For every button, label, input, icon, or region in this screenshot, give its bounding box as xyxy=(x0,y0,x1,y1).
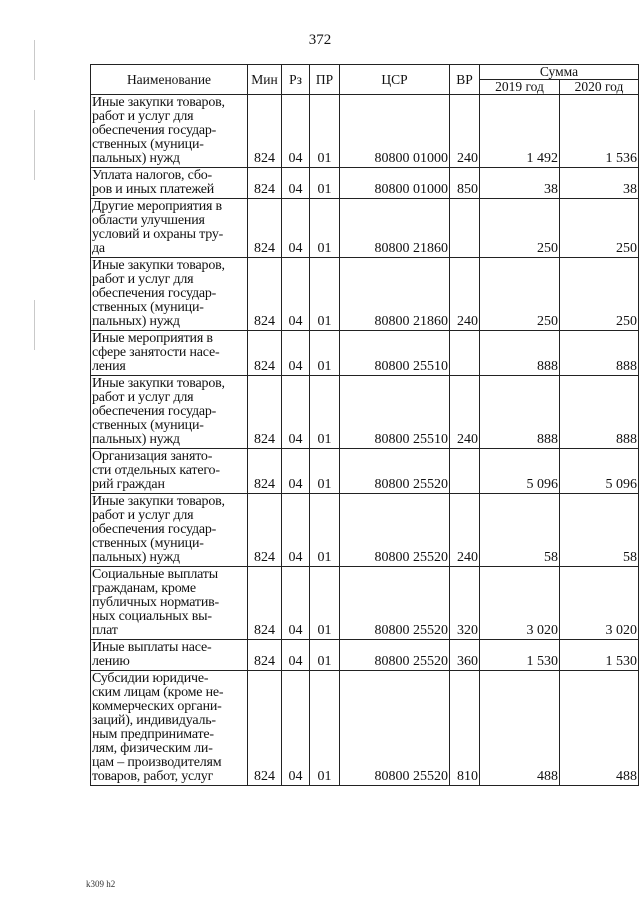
row-name xyxy=(91,376,248,449)
row-name-line: работ и услуг для xyxy=(92,508,194,523)
table-row xyxy=(91,567,639,640)
row-vr xyxy=(450,199,480,258)
table-header xyxy=(91,65,639,95)
row-name-line: да xyxy=(92,241,105,256)
row-name-line: Иные мероприятия в xyxy=(92,331,213,346)
row-pr: 01 xyxy=(310,640,340,671)
row-name-line: ственных (муници- xyxy=(92,137,204,152)
row-name-line: Иные закупки товаров, xyxy=(92,95,225,110)
row-csr: 80800 01000 xyxy=(340,168,450,199)
row-min: 824 xyxy=(248,449,282,494)
row-vr xyxy=(450,449,480,494)
row-csr: 80800 21860 xyxy=(340,258,450,331)
row-vr: 240 xyxy=(450,494,480,567)
row-name-line: цам – производителям xyxy=(92,755,222,770)
row-amount-2019: 888 xyxy=(480,376,560,449)
row-csr: 80800 25510 xyxy=(340,376,450,449)
row-amount-2020: 38 xyxy=(560,168,639,199)
table-row xyxy=(91,376,639,449)
row-vr: 360 xyxy=(450,640,480,671)
row-name-line: Другие мероприятия в xyxy=(92,199,222,214)
row-csr: 80800 25510 xyxy=(340,331,450,376)
row-name-line: Социальные выплаты xyxy=(92,567,218,582)
row-rz: 04 xyxy=(282,95,310,168)
row-name-line: ственных (муници- xyxy=(92,300,204,315)
row-name-line: коммерческих органи- xyxy=(92,699,222,714)
row-amount-2020: 888 xyxy=(560,331,639,376)
row-vr: 240 xyxy=(450,376,480,449)
row-name xyxy=(91,168,248,199)
row-vr: 850 xyxy=(450,168,480,199)
row-vr: 240 xyxy=(450,258,480,331)
row-csr: 80800 25520 xyxy=(340,449,450,494)
row-name-line: Уплата налогов, сбо- xyxy=(92,168,213,183)
header-vr: ВР xyxy=(450,65,480,95)
row-csr: 80800 25520 xyxy=(340,494,450,567)
header-year-2020: 2020 год xyxy=(560,80,639,95)
row-min: 824 xyxy=(248,567,282,640)
row-name xyxy=(91,95,248,168)
row-name-line: ским лицам (кроме не- xyxy=(92,685,224,700)
row-min: 824 xyxy=(248,494,282,567)
row-amount-2020: 1 536 xyxy=(560,95,639,168)
header-name: Наименование xyxy=(91,65,248,95)
row-pr: 01 xyxy=(310,567,340,640)
row-amount-2019: 38 xyxy=(480,168,560,199)
row-rz: 04 xyxy=(282,671,310,786)
row-rz: 04 xyxy=(282,567,310,640)
row-name-line: пальных) нужд xyxy=(92,314,180,329)
row-name xyxy=(91,449,248,494)
row-rz: 04 xyxy=(282,199,310,258)
row-amount-2020: 488 xyxy=(560,671,639,786)
row-name-line: рий граждан xyxy=(92,477,165,492)
row-name-line: товаров, работ, услуг xyxy=(92,769,214,784)
budget-table xyxy=(90,64,639,786)
table-row xyxy=(91,258,639,331)
row-name-line: сти отдельных катего- xyxy=(92,463,220,478)
row-name xyxy=(91,258,248,331)
row-min: 824 xyxy=(248,258,282,331)
row-amount-2020: 3 020 xyxy=(560,567,639,640)
row-name-line: гражданам, кроме xyxy=(92,581,196,596)
row-amount-2019: 5 096 xyxy=(480,449,560,494)
header-rz: Рз xyxy=(282,65,310,95)
table-row xyxy=(91,494,639,567)
row-amount-2019: 1 530 xyxy=(480,640,560,671)
row-min: 824 xyxy=(248,199,282,258)
row-name-line: заций), индивидуаль- xyxy=(92,713,216,728)
row-pr: 01 xyxy=(310,494,340,567)
row-amount-2020: 5 096 xyxy=(560,449,639,494)
row-min: 824 xyxy=(248,671,282,786)
row-name-line: плат xyxy=(92,623,118,638)
row-name-line: Иные выплаты насе- xyxy=(92,640,212,655)
binding-margin-line xyxy=(34,110,35,180)
row-pr: 01 xyxy=(310,199,340,258)
row-csr: 80800 01000 xyxy=(340,95,450,168)
row-name-line: публичных норматив- xyxy=(92,595,219,610)
row-pr: 01 xyxy=(310,376,340,449)
row-min: 824 xyxy=(248,376,282,449)
row-rz: 04 xyxy=(282,258,310,331)
row-vr: 320 xyxy=(450,567,480,640)
row-pr: 01 xyxy=(310,258,340,331)
row-amount-2020: 1 530 xyxy=(560,640,639,671)
row-name-line: работ и услуг для xyxy=(92,109,194,124)
row-name-line: работ и услуг для xyxy=(92,390,194,405)
row-name-line: пальных) нужд xyxy=(92,151,180,166)
table-row xyxy=(91,671,639,786)
row-rz: 04 xyxy=(282,168,310,199)
row-min: 824 xyxy=(248,168,282,199)
row-amount-2019: 888 xyxy=(480,331,560,376)
row-name-line: Организация занято- xyxy=(92,449,213,464)
row-name-line: области улучшения xyxy=(92,213,205,228)
row-name xyxy=(91,640,248,671)
row-name-line: работ и услуг для xyxy=(92,272,194,287)
row-pr: 01 xyxy=(310,331,340,376)
page-number: 372 xyxy=(308,32,332,48)
row-rz: 04 xyxy=(282,331,310,376)
row-rz: 04 xyxy=(282,494,310,567)
row-vr: 240 xyxy=(450,95,480,168)
row-name-line: Иные закупки товаров, xyxy=(92,258,225,273)
table-row xyxy=(91,168,639,199)
row-amount-2020: 888 xyxy=(560,376,639,449)
row-name-line: ственных (муници- xyxy=(92,418,204,433)
header-year-2019: 2019 год xyxy=(480,80,560,95)
table-row xyxy=(91,449,639,494)
row-min: 824 xyxy=(248,331,282,376)
row-name-line: сфере занятости насе- xyxy=(92,345,220,360)
header-pr: ПР xyxy=(310,65,340,95)
row-name xyxy=(91,567,248,640)
row-min: 824 xyxy=(248,640,282,671)
row-amount-2020: 58 xyxy=(560,494,639,567)
row-csr: 80800 21860 xyxy=(340,199,450,258)
row-vr xyxy=(450,331,480,376)
row-name-line: Иные закупки товаров, xyxy=(92,376,225,391)
row-name-line: ным предпринимате- xyxy=(92,727,214,742)
row-amount-2019: 58 xyxy=(480,494,560,567)
table-row xyxy=(91,640,639,671)
row-name-line: пальных) нужд xyxy=(92,432,180,447)
row-csr: 80800 25520 xyxy=(340,671,450,786)
row-name xyxy=(91,199,248,258)
row-name-line: ров и иных платежей xyxy=(92,182,215,197)
row-name-line: ных социальных вы- xyxy=(92,609,212,624)
row-amount-2020: 250 xyxy=(560,258,639,331)
row-csr: 80800 25520 xyxy=(340,640,450,671)
row-name-line: Иные закупки товаров, xyxy=(92,494,225,509)
row-amount-2020: 250 xyxy=(560,199,639,258)
row-name-line: лению xyxy=(92,654,130,669)
row-rz: 04 xyxy=(282,449,310,494)
row-amount-2019: 250 xyxy=(480,258,560,331)
table-row xyxy=(91,199,639,258)
table-body xyxy=(91,95,639,786)
row-name-line: условий и охраны тру- xyxy=(92,227,224,242)
row-name-line: ления xyxy=(92,359,126,374)
row-amount-2019: 250 xyxy=(480,199,560,258)
row-amount-2019: 3 020 xyxy=(480,567,560,640)
row-name-line: ственных (муници- xyxy=(92,536,204,551)
row-name-line: Субсидии юридиче- xyxy=(92,671,209,686)
header-csr: ЦСР xyxy=(340,65,450,95)
row-name xyxy=(91,671,248,786)
row-pr: 01 xyxy=(310,168,340,199)
row-name-line: обеспечения государ- xyxy=(92,522,217,537)
row-csr: 80800 25520 xyxy=(340,567,450,640)
table-row xyxy=(91,95,639,168)
row-amount-2019: 488 xyxy=(480,671,560,786)
row-amount-2019: 1 492 xyxy=(480,95,560,168)
header-min: Мин xyxy=(248,65,282,95)
row-pr: 01 xyxy=(310,449,340,494)
footer-code: k309 h2 xyxy=(86,879,116,889)
header-sum: Сумма xyxy=(480,65,639,80)
row-vr: 810 xyxy=(450,671,480,786)
binding-margin-line xyxy=(34,40,35,80)
binding-margin-line xyxy=(34,300,35,350)
row-rz: 04 xyxy=(282,376,310,449)
table-row xyxy=(91,331,639,376)
row-name-line: обеспечения государ- xyxy=(92,286,217,301)
row-name-line: обеспечения государ- xyxy=(92,404,217,419)
row-name-line: обеспечения государ- xyxy=(92,123,217,138)
row-min: 824 xyxy=(248,95,282,168)
row-pr: 01 xyxy=(310,671,340,786)
row-pr: 01 xyxy=(310,95,340,168)
row-name-line: пальных) нужд xyxy=(92,550,180,565)
row-rz: 04 xyxy=(282,640,310,671)
row-name xyxy=(91,494,248,567)
row-name-line: лям, физическим ли- xyxy=(92,741,213,756)
row-name xyxy=(91,331,248,376)
